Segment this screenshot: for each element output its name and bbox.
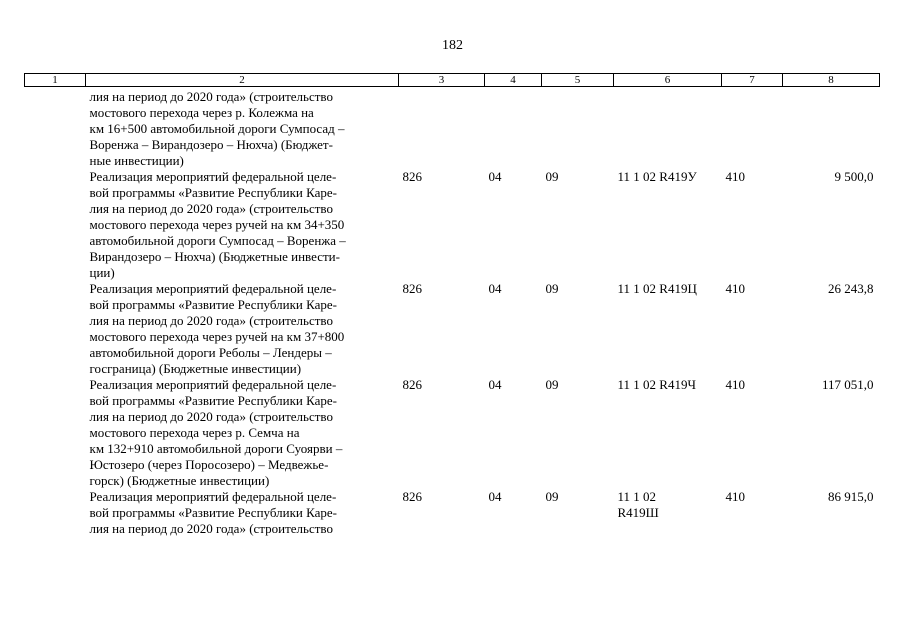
cell-expense-type: 410 xyxy=(725,281,745,296)
description-line: вой программы «Развитие Республики Каре- xyxy=(89,297,337,312)
table-row xyxy=(25,169,880,281)
cell-amount: 9 500,0 xyxy=(834,169,874,184)
column-header: 7 xyxy=(722,74,783,87)
description-line: вой программы «Развитие Республики Каре- xyxy=(89,185,337,200)
column-header: 4 xyxy=(485,74,542,87)
cell-target-article xyxy=(614,489,722,537)
target-article-line: 11 1 02 xyxy=(617,489,657,504)
cell-target-article xyxy=(614,87,722,170)
description-line: км 16+500 автомобильной дороги Сумпосад – xyxy=(89,121,345,136)
cell-c5 xyxy=(542,87,614,170)
cell-description xyxy=(86,489,399,537)
cell-c4: 04 xyxy=(488,489,502,504)
cell-description xyxy=(86,377,399,489)
cell-amount: 117 051,0 xyxy=(821,377,874,392)
description-line: Воренжа – Вирандозеро – Нюхча) (Бюджет- xyxy=(89,137,333,152)
table-header-row xyxy=(25,74,880,87)
cell-c3: 826 xyxy=(402,377,422,392)
cell-description xyxy=(86,87,399,170)
column-header: 2 xyxy=(86,74,399,87)
cell-description xyxy=(86,169,399,281)
description-line: Реализация мероприятий федеральной целе- xyxy=(89,489,337,504)
cell-expense-type: 410 xyxy=(725,169,745,184)
target-article-line: 11 1 02 R419Ц xyxy=(617,281,697,296)
page-number: 182 xyxy=(442,38,463,53)
description-line: ные инвестиции) xyxy=(89,153,184,168)
column-header: 1 xyxy=(25,74,86,87)
target-article-line: R419Ш xyxy=(617,505,659,520)
description-line: лия на период до 2020 года» (строительство xyxy=(89,89,333,104)
description-line: Юстозеро (через Поросозеро) – Медвежье- xyxy=(89,457,329,472)
cell-target-article xyxy=(614,281,722,377)
cell-amount: 86 915,0 xyxy=(828,489,874,504)
description-line: автомобильной дороги Реболы – Лендеры – xyxy=(89,345,332,360)
cell-expense-type: 410 xyxy=(725,377,745,392)
description-line: Реализация мероприятий федеральной целе- xyxy=(89,169,337,184)
cell-description xyxy=(86,281,399,377)
table-body xyxy=(25,87,880,538)
table-row xyxy=(25,377,880,489)
description-line: горск) (Бюджетные инвестиции) xyxy=(89,473,270,488)
description-line: вой программы «Развитие Республики Каре- xyxy=(89,393,337,408)
cell-c5: 09 xyxy=(545,281,559,296)
table-row xyxy=(25,87,880,170)
description-line: мостового перехода через р. Семча на xyxy=(89,425,300,440)
cell-expense-type xyxy=(722,87,783,170)
description-line: км 132+910 автомобильной дороги Суоярви – xyxy=(89,441,343,456)
description-line: Реализация мероприятий федеральной целе- xyxy=(89,281,337,296)
cell-col-1 xyxy=(25,281,86,377)
description-line: мостового перехода через р. Колежма на xyxy=(89,105,314,120)
cell-c4: 04 xyxy=(488,281,502,296)
table-row xyxy=(25,281,880,377)
description-line: ции) xyxy=(89,265,115,280)
budget-table xyxy=(24,73,880,537)
description-line: лия на период до 2020 года» (строительство xyxy=(89,521,333,536)
description-line: лия на период до 2020 года» (строительство xyxy=(89,409,333,424)
description-line: Реализация мероприятий федеральной целе- xyxy=(89,377,337,392)
cell-target-article xyxy=(614,377,722,489)
cell-c3: 826 xyxy=(402,489,422,504)
cell-expense-type: 410 xyxy=(725,489,745,504)
cell-c3: 826 xyxy=(402,169,422,184)
cell-col-1 xyxy=(25,377,86,489)
target-article-line: 11 1 02 R419У xyxy=(617,169,697,184)
description-line: вой программы «Развитие Республики Каре- xyxy=(89,505,337,520)
column-header: 3 xyxy=(399,74,485,87)
description-line: лия на период до 2020 года» (строительство xyxy=(89,313,333,328)
description-line: мостового перехода через ручей на км 37+800 xyxy=(89,329,345,344)
column-header: 5 xyxy=(542,74,614,87)
cell-col-1 xyxy=(25,489,86,537)
column-header: 6 xyxy=(614,74,722,87)
description-line: мостового перехода через ручей на км 34+350 xyxy=(89,217,345,232)
cell-col-1 xyxy=(25,169,86,281)
cell-c4: 04 xyxy=(488,377,502,392)
cell-target-article xyxy=(614,169,722,281)
target-article-line: 11 1 02 R419Ч xyxy=(617,377,696,392)
description-line: госграница) (Бюджетные инвестиции) xyxy=(89,361,302,376)
cell-c5: 09 xyxy=(545,489,559,504)
cell-c4 xyxy=(485,87,542,170)
cell-c5: 09 xyxy=(545,377,559,392)
column-header: 8 xyxy=(783,74,880,87)
cell-amount xyxy=(783,87,880,170)
description-line: Вирандозеро – Нюхча) (Бюджетные инвести- xyxy=(89,249,340,264)
table-row xyxy=(25,489,880,537)
description-line: лия на период до 2020 года» (строительство xyxy=(89,201,333,216)
cell-c3 xyxy=(399,87,485,170)
cell-c3: 826 xyxy=(402,281,422,296)
cell-c5: 09 xyxy=(545,169,559,184)
cell-c4: 04 xyxy=(488,169,502,184)
description-line: автомобильной дороги Сумпосад – Воренжа – xyxy=(89,233,346,248)
cell-amount: 26 243,8 xyxy=(828,281,874,296)
cell-col-1 xyxy=(25,87,86,170)
